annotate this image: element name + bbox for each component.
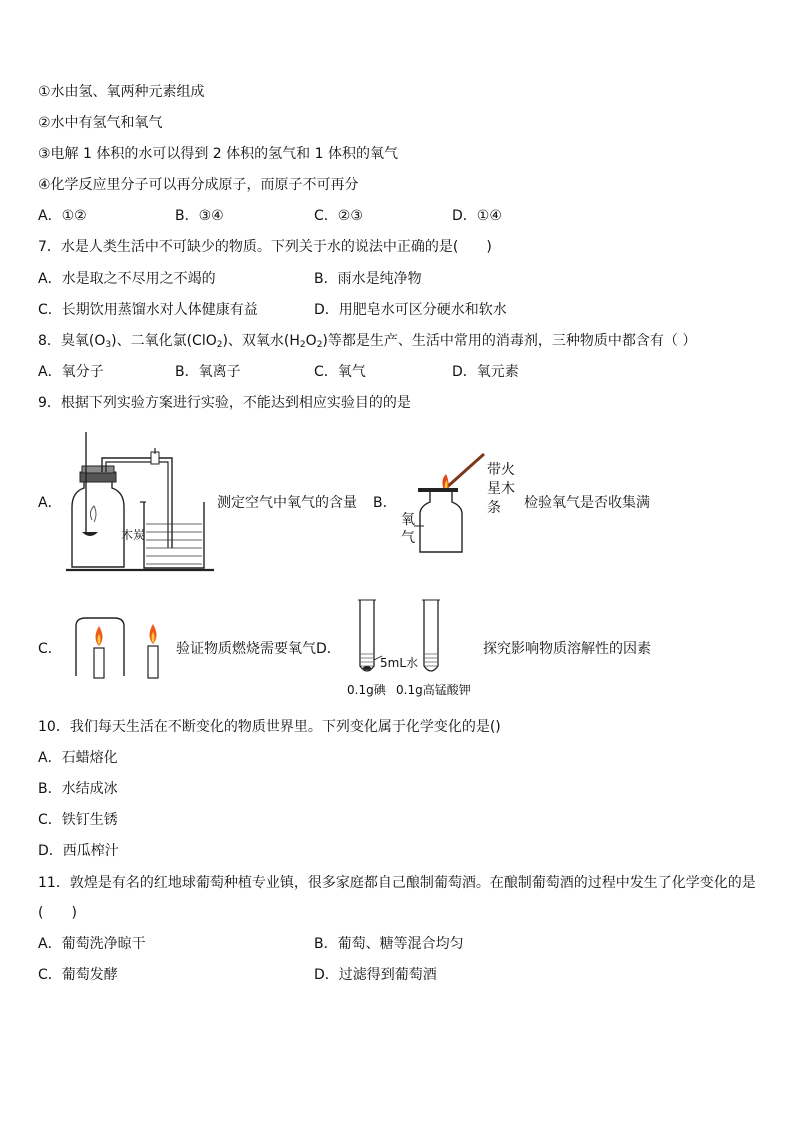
q9-a-apparatus-figure: [64, 432, 216, 574]
q10-stem: 10．我们每天生活在不断变化的物质世界里。下列变化属于化学变化的是(): [38, 719, 501, 735]
q9-b-letter: B．: [373, 495, 397, 511]
q9-a-description: 测定空气中氧气的含量: [217, 495, 357, 511]
q9-c-candles-figure: [72, 616, 172, 680]
q11-stem-line-2: ( ): [38, 905, 77, 921]
q10-option-d: D．西瓜榨汁: [38, 843, 119, 859]
q9-a-letter: A．: [38, 495, 62, 511]
q9-d-letter: D．: [316, 641, 341, 657]
q9-b-description: 检验氧气是否收集满: [524, 495, 650, 511]
q8-stem: 8．臭氧$(O_3)$、二氧化氯(ClO$_2$)、双氧水$(H_2O_2)$等都是生产、生活中常用的消毒剂，三种物质中都含有（ ）: [38, 333, 697, 350]
q8-option-b: B．氧离子: [175, 364, 241, 380]
q9-d-description: 探究影响物质溶解性的因素: [483, 641, 651, 657]
q7-option-d: D．用肥皂水可区分硬水和软水: [314, 302, 507, 318]
q6-statement-3: ③电解 1 体积的水可以得到 2 体积的氢气和 1 体积的氧气: [38, 146, 398, 162]
q11-option-d: D．过滤得到葡萄酒: [314, 967, 437, 983]
q6-option-c: C．②③: [314, 208, 363, 224]
q10-option-c: C．铁钉生锈: [38, 812, 118, 828]
q6-option-d: D．①④: [452, 208, 502, 224]
q9-c-letter: C．: [38, 641, 62, 657]
q6-option-b: B．③④: [175, 208, 224, 224]
q6-statement-1: ①水由氢、氧两种元素组成: [38, 84, 205, 100]
q9-b-apparatus-figure: [410, 452, 490, 556]
q9-d-right-label: 0.1g高锰酸钾: [396, 683, 471, 697]
q9-a-charcoal-label: 木炭: [121, 528, 146, 542]
q6-option-a: A．①②: [38, 208, 87, 224]
q8-option-d: D．氧元素: [452, 364, 519, 380]
q6-statement-2: ②水中有氢气和氧气: [38, 115, 163, 131]
q8-option-c: C．氧气: [314, 364, 366, 380]
q11-option-c: C．葡萄发酵: [38, 967, 118, 983]
q11-stem-line-1: 11．敦煌是有名的红地球葡萄种植专业镇，很多家庭都自己酿制葡萄酒。在酿制葡萄酒的过程中发生了化学变化的是: [38, 875, 756, 891]
q10-option-a: A．石蜡熔化: [38, 750, 118, 766]
q9-b-gas-label-2: 气: [401, 530, 415, 546]
q9-c-description: 验证物质燃烧需要氧气: [176, 641, 316, 657]
q10-option-b: B．水结成冰: [38, 781, 118, 797]
q6-statement-4: ④化学反应里分子可以再分成原子，而原子不可再分: [38, 177, 359, 193]
q9-b-match-label-1: 带火: [487, 462, 515, 478]
q9-b-gas-label-1: 氧: [401, 512, 415, 528]
q7-option-c: C．长期饮用蒸馏水对人体健康有益: [38, 302, 258, 318]
q7-stem: 7．水是人类生活中不可缺少的物质。下列关于水的说法中正确的是( ): [38, 239, 492, 255]
q9-stem: 9．根据下列实验方案进行实验，不能达到相应实验目的的是: [38, 395, 411, 411]
q11-option-a: A．葡萄洗净晾干: [38, 936, 146, 952]
q11-option-b: B．葡萄、糖等混合均匀: [314, 936, 464, 952]
q7-option-b: B．雨水是纯净物: [314, 271, 422, 287]
q7-option-a: A．水是取之不尽用之不竭的: [38, 271, 216, 287]
q9-b-match-label-2: 星木: [487, 481, 515, 497]
q9-d-left-label: 0.1g碘: [347, 683, 386, 697]
q8-option-a: A．氧分子: [38, 364, 104, 380]
q9-d-water-label: 5mL水: [380, 656, 419, 670]
q9-b-match-label-3: 条: [487, 500, 501, 516]
